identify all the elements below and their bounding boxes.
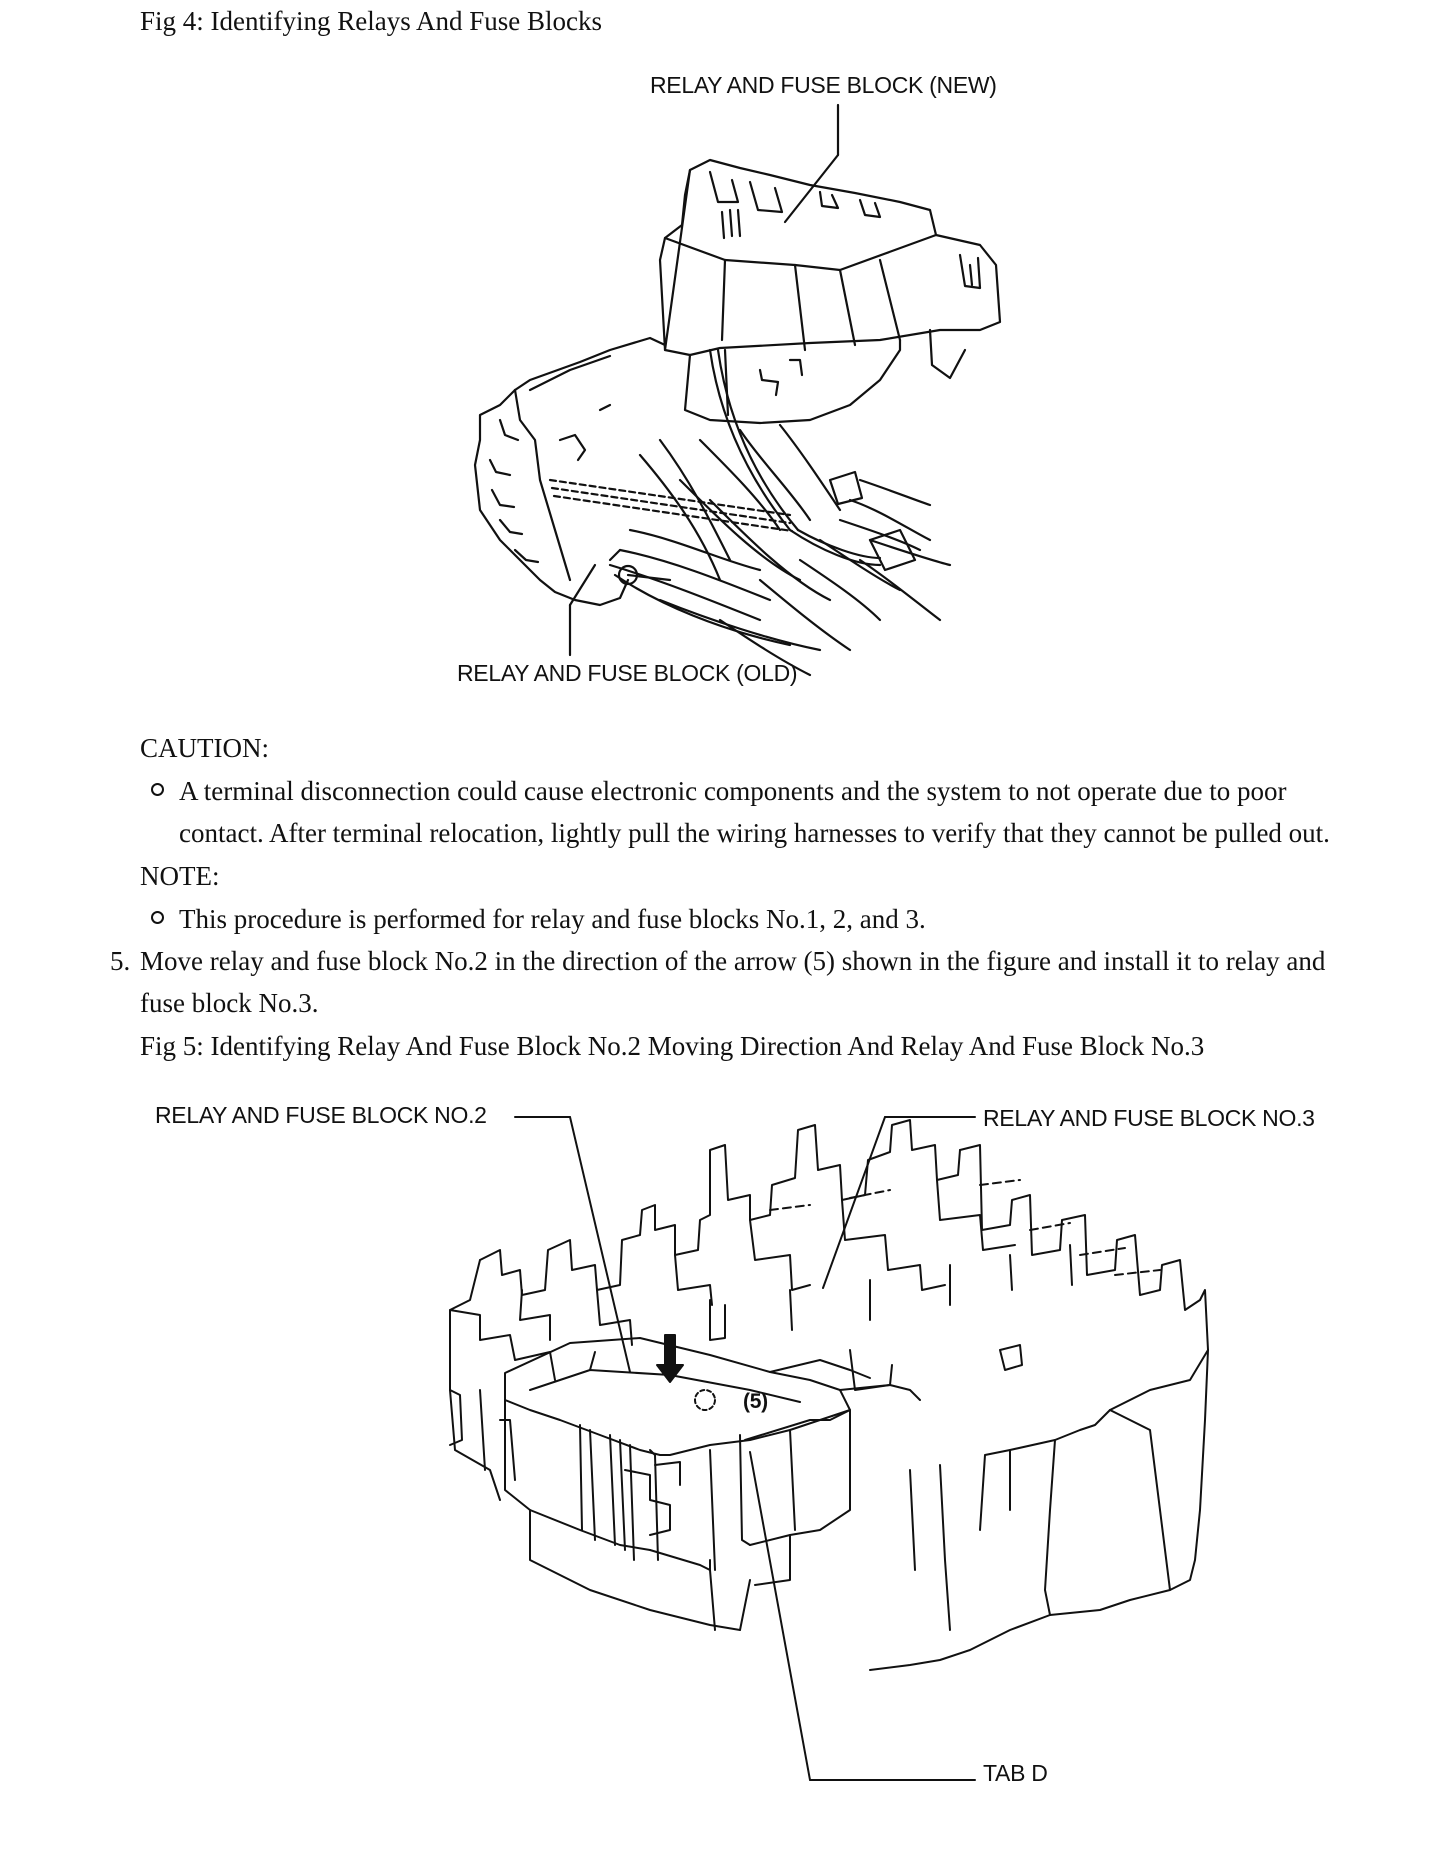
fig4-figure <box>457 60 1040 700</box>
caution-item-line-2: contact. After terminal relocation, lightly pull the wiring harnesses to verify that they cannot be pulled out. <box>179 818 1330 848</box>
note-heading: NOTE: <box>140 861 220 891</box>
fig5-label-tab: TAB D <box>983 1760 1048 1786</box>
step-text-line-1: Move relay and fuse block No.2 in the direction of the arrow (5) shown in the figure and install it to relay and <box>140 946 1326 976</box>
fig5-caption: Fig 5: Identifying Relay And Fuse Block No.2 Moving Direction And Relay And Fuse Block No.3 <box>140 1031 1205 1061</box>
step-text-line-2: fuse block No.3. <box>140 988 319 1018</box>
fig5-label-no3: RELAY AND FUSE BLOCK NO.3 <box>983 1105 1315 1131</box>
note-bullet-icon <box>151 911 164 924</box>
relay-fuse-block-drawing <box>460 60 1040 700</box>
relay-fuse-block-no3-drawing <box>150 1090 1350 1790</box>
step-number: 5. <box>110 946 131 976</box>
fig5-figure <box>150 1090 1350 1790</box>
caution-heading: CAUTION: <box>140 733 269 763</box>
caution-item-line-1: A terminal disconnection could cause electronic components and the system to not operate due to poor <box>179 776 1287 806</box>
fig4-label-new: RELAY AND FUSE BLOCK (NEW) <box>650 72 997 98</box>
note-item: This procedure is performed for relay and fuse blocks No.1, 2, and 3. <box>179 904 926 934</box>
fig4-caption: Fig 4: Identifying Relays And Fuse Blocks <box>140 6 602 36</box>
caution-bullet-icon <box>151 783 164 796</box>
fig4-label-old: RELAY AND FUSE BLOCK (OLD) <box>457 660 798 686</box>
fig5-label-no2: RELAY AND FUSE BLOCK NO.2 <box>155 1102 487 1128</box>
fig5-label-arrow: (5) <box>743 1390 768 1413</box>
